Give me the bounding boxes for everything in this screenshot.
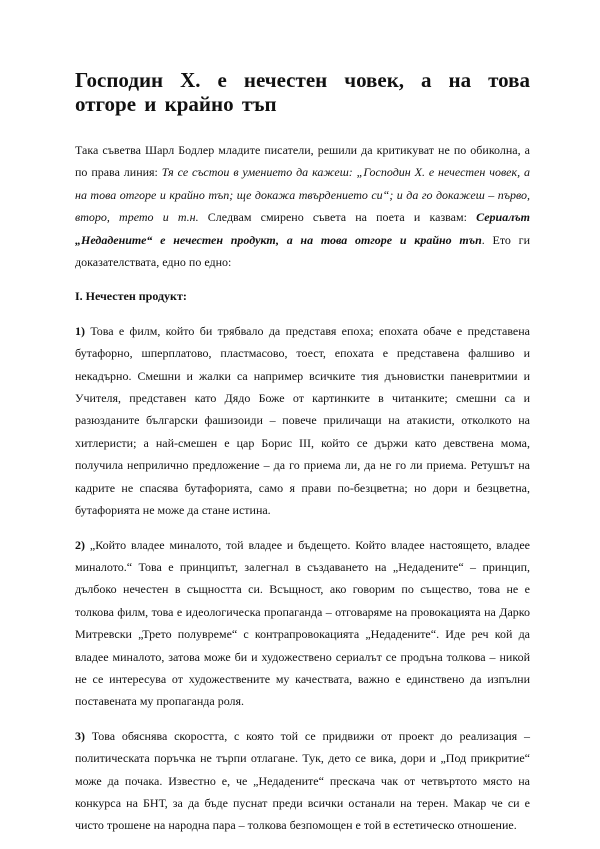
intro-paragraph — [75, 139, 530, 273]
baudelaire-quote: Тя се състои в умението да кажеш: „Господин Х. е нечестен човек, а на това отгоре и крайно тъп; ще докажа твърдението си“; и да го докажеш – първо, второ, трето и т.н. — [75, 165, 530, 225]
item-text-3: Това обяснява скоростта, с която той се придвижи от проект до реализация – политическата поръчка не търпи отлагане. Тук, дето се вика, дори и „Под прикритие“ може да почака. Известно е, че „Недадените“ прескача чак от четвъртото място на конкурса на БНТ, за да бъде пуснат преди всички останали на терен. Макар че си е чисто трошене на народна пара – толкова безпомощен е той в естетическо отношение. — [75, 728, 530, 833]
intro-text-1: Така съветва Шарл Бодлер младите писатели, решили да критикуват не по обиколна, а по права линия: — [75, 143, 530, 180]
item-number-1: 1) — [75, 323, 85, 338]
document-title: Господин Х. е нечестен човек, а на това отгоре и крайно тъп — [75, 68, 530, 116]
thesis-statement: Сериалът „Недадените“ е нечестен продукт, а на това отгоре и крайно тъп — [75, 210, 531, 247]
item-paragraph-1 — [75, 320, 530, 522]
item-text-1: Това е филм, който би трябвало да представя епоха; епохата обаче е представена бутафорно, шперплатово, пластмасово, тоест, епохата е представена фалшиво и некадърно. Смешни и жалки са например всичките тия дъновистки паневритмии и Учителя, представен като Дядо Боже от картинките в читанките; смешни са и разюзданите български фашизоиди – повече приличащи на атакисти, отколкото на хитлеристи; а най-смешен е цар Борис III, който се държи като девствена мома, получила неприлично предложение – да го приема ли, да не го ли приема. Ретушът на кадрите не спасява бутафорията, само я прави по-безцветна; но дори и безцветна, бутафорията не може да стане истина. — [75, 323, 530, 518]
item-text-2: „Който владее миналото, той владее и бъдещето. Който владее настоящето, владее миналото.“ Това е принципът, залегнал в създаването на „Недадените“ – принцип, дълбоко нечестен в същността си. Всъщност, ако говорим по същество, това не е толкова филм, това е идеологическа пропаганда – отговаряме на провокацията на Дарко Митревски „Трето полувреме“ с контрапровокацията „Недадените“. Иде реч кой да владее миналото, затова може би и художествено сериалът се продъна толкова – никой не се интересува от художествените му качествата, важно е единствено да изпълни поставената му пропаганда роля. — [75, 537, 530, 709]
item-paragraph-2 — [75, 534, 530, 713]
item-paragraph-3 — [75, 725, 530, 837]
section-heading: I. Нечестен продукт: — [75, 289, 187, 304]
item-number-2: 2) — [75, 537, 85, 552]
intro-text-3: . Ето ги доказателствата, едно по едно: — [75, 232, 530, 270]
item-number-3: 3) — [75, 728, 85, 743]
document-body — [75, 139, 530, 849]
intro-text-2: Следвам смирено съвета на поета и казвам: — [198, 210, 477, 225]
